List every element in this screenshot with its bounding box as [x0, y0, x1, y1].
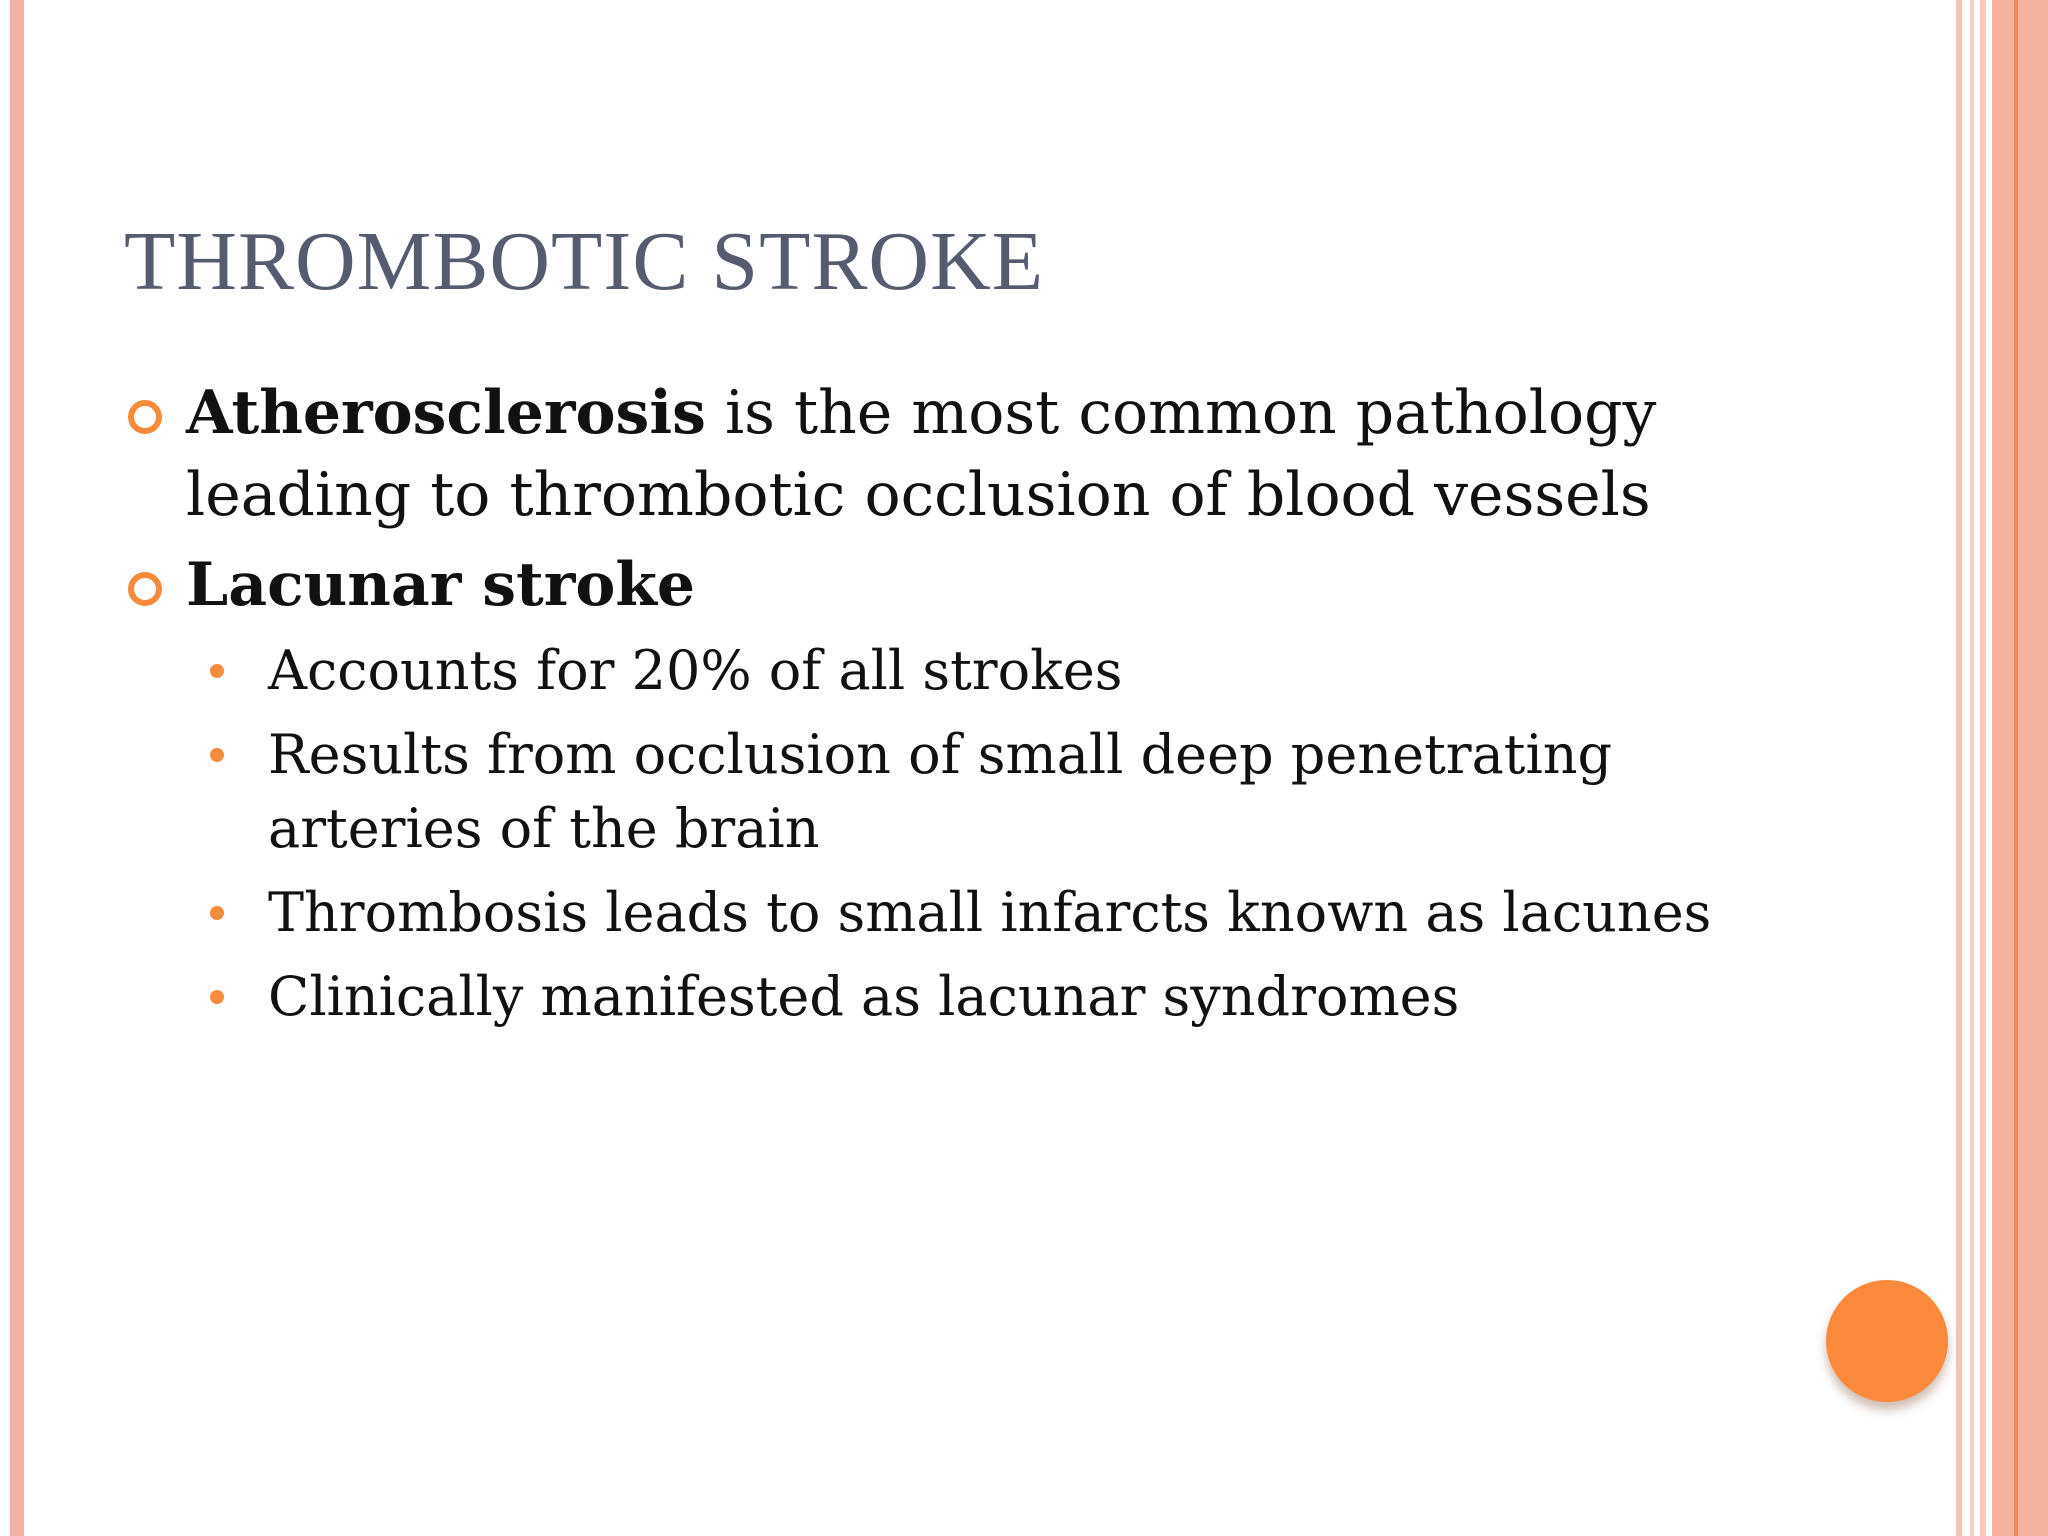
subbullet-item [124, 718, 1744, 866]
bullet-bold-text: Lacunar stroke [186, 550, 696, 620]
subbullet-item [124, 960, 1744, 1034]
bullet-text: is the most common pathology leading to thrombotic occlusion of blood vessels [186, 378, 1657, 530]
right-border-stripes [1956, 0, 2048, 1536]
subbullet-text: Accounts for 20% of all strokes [268, 639, 1123, 702]
ring-bullet-icon [128, 400, 162, 434]
subbullet-item [124, 634, 1744, 708]
dot-bullet-icon [210, 664, 224, 678]
bullet-lacunar-stroke [124, 544, 1744, 626]
slide-content [124, 372, 1744, 1044]
subbullet-item [124, 876, 1744, 950]
slide-title: THROMBOTIC STROKE [124, 215, 1045, 308]
left-border-bar [10, 0, 24, 1536]
dot-bullet-icon [210, 748, 224, 762]
decorative-orange-circle [1826, 1280, 1948, 1402]
bullet-bold-text: Atherosclerosis [186, 378, 706, 448]
ring-bullet-icon [128, 572, 162, 606]
dot-bullet-icon [210, 990, 224, 1004]
subbullet-text: Clinically manifested as lacunar syndromes [268, 965, 1460, 1028]
subbullet-text: Results from occlusion of small deep penetrating arteries of the brain [268, 723, 1613, 860]
bullet-atherosclerosis [124, 372, 1744, 536]
dot-bullet-icon [210, 906, 224, 920]
lacunar-subbullets [124, 634, 1744, 1034]
subbullet-text: Thrombosis leads to small infarcts known as lacunes [268, 881, 1712, 944]
